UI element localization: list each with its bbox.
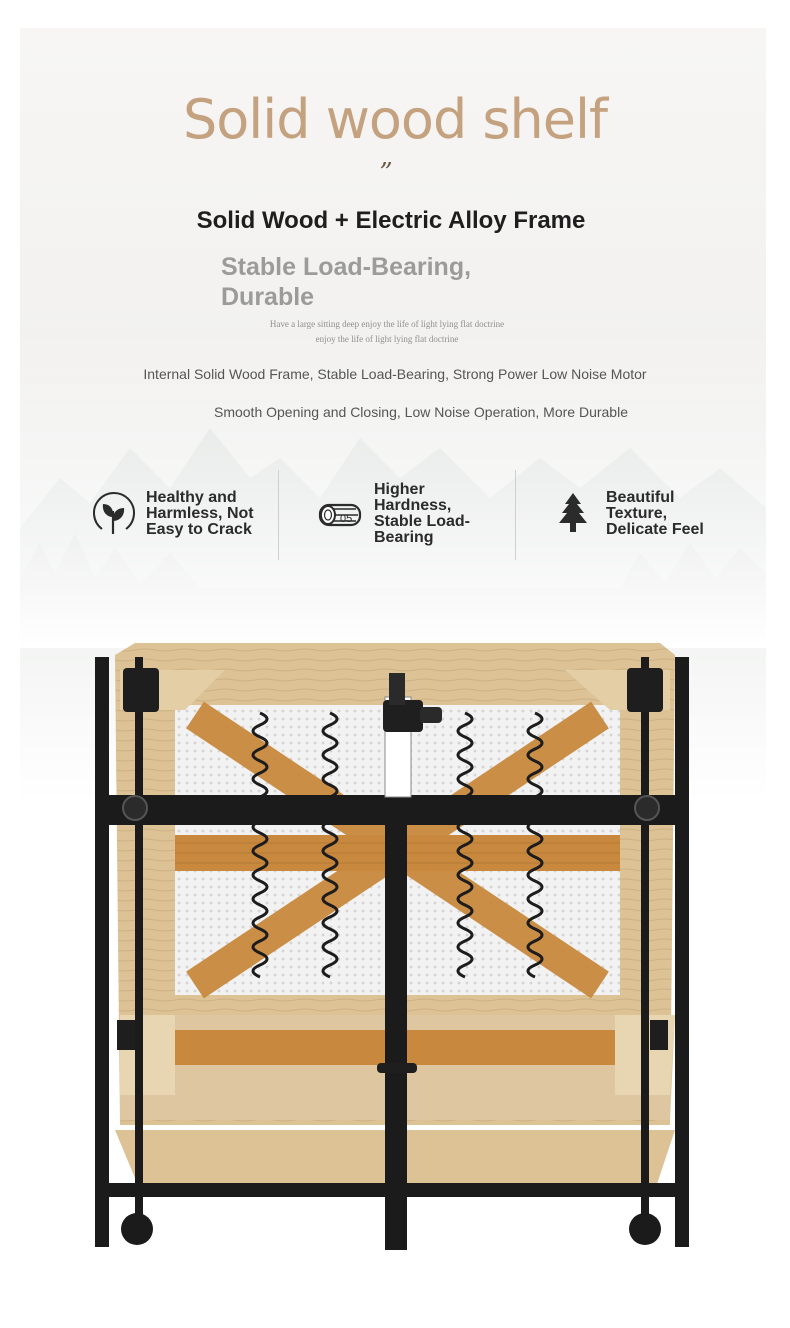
tagline: Stable Load-Bearing, Durable: [221, 253, 472, 311]
wood-log-icon: [316, 489, 366, 539]
quote-mark: ”: [379, 158, 393, 188]
feature-label: Higher Hardness, Stable Load-Bearing: [374, 481, 471, 546]
feature-texture: [548, 468, 716, 560]
feature-row: [80, 468, 730, 563]
log-number: 05: [340, 513, 353, 525]
feature-hardness: [316, 468, 484, 560]
micro-text-line-1: Have a large sitting deep enjoy the life of light lying flat doctrine: [269, 319, 505, 329]
sprout-icon: [88, 489, 138, 539]
page-title: Solid wood shelf: [182, 88, 608, 151]
pine-tree-icon: [548, 489, 598, 539]
description-line-2: Smooth Opening and Closing, Low Noise Operation, More Durable: [213, 404, 628, 420]
divider: [515, 470, 516, 560]
feature-healthy: [88, 468, 256, 560]
divider: [278, 470, 279, 560]
subtitle: Solid Wood + Electric Alloy Frame: [196, 207, 586, 234]
feature-label: Healthy and Harmless, Not Easy to Crack: [146, 489, 254, 538]
description-line-1: Internal Solid Wood Frame, Stable Load-Bearing, Strong Power Low Noise Motor: [143, 366, 647, 382]
feature-label: Beautiful Texture, Delicate Feel: [606, 489, 704, 538]
micro-text-line-2: enjoy the life of light lying flat doctrine: [315, 334, 459, 344]
product-image-sofa-bed-frame: [95, 635, 695, 1253]
